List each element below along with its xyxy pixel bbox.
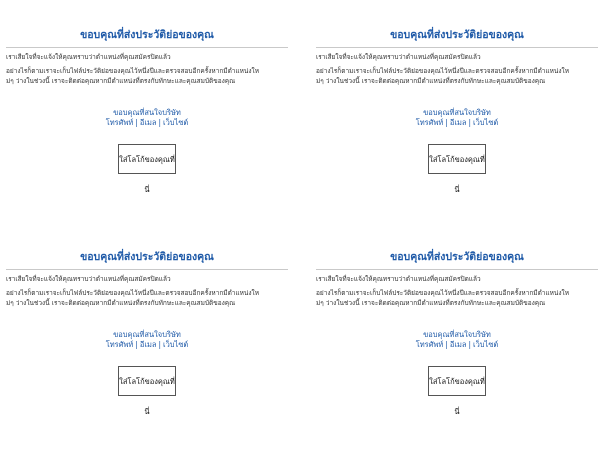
company-footer (316, 330, 598, 350)
email-link[interactable]: อีเมล (139, 118, 157, 127)
logo-area (6, 366, 288, 418)
phone-link[interactable]: โทรศัพท์ (105, 340, 134, 349)
rejection-message: เราเสียใจที่จะแจ้งให้คุณทราบว่าตำแหน่งที่คุณสมัครปิดแล้ว (316, 53, 481, 61)
card-title: ขอบคุณที่ส่งประวัติย่อของคุณ (316, 28, 598, 48)
retention-message-line-1: อย่างไรก็ตามเราจะเก็บไฟล์ประวัติย่อของคุณไว้หนึ่งปีและตรวจสอบอีกครั้งหากมีตำแหน่งให (316, 67, 569, 75)
retention-message-line-1: อย่างไรก็ตามเราจะเก็บไฟล์ประวัติย่อของคุณไว้หนึ่งปีและตรวจสอบอีกครั้งหากมีตำแหน่งให (6, 67, 259, 75)
rejection-card (316, 250, 598, 460)
rejection-message: เราเสียใจที่จะแจ้งให้คุณทราบว่าตำแหน่งที่คุณสมัครปิดแล้ว (316, 275, 481, 283)
website-link[interactable]: เว็บไซต์ (473, 340, 499, 349)
link-separator: | (158, 118, 162, 127)
link-separator: | (135, 118, 138, 127)
website-link[interactable]: เว็บไซต์ (473, 118, 499, 127)
email-link[interactable]: อีเมล (449, 340, 467, 349)
email-link[interactable]: อีเมล (139, 340, 157, 349)
logo-placeholder-button[interactable]: ใส่โลโก้ของคุณที่นี่ (118, 366, 176, 396)
card-title: ขอบคุณที่ส่งประวัติย่อของคุณ (316, 250, 598, 270)
logo-placeholder-button[interactable]: ใส่โลโก้ของคุณที่นี่ (428, 144, 486, 174)
link-separator: | (158, 340, 162, 349)
phone-link[interactable]: โทรศัพท์ (415, 340, 444, 349)
company-thanks: ขอบคุณที่สนใจบริษัท (113, 330, 181, 339)
retention-message-line-2: ม่ๆ ว่างในช่วงนี้ เราจะติดต่อคุณหากมีตำแหน่งที่ตรงกับทักษะและคุณสมบัติของคุณ (316, 299, 546, 307)
card-title: ขอบคุณที่ส่งประวัติย่อของคุณ (6, 28, 288, 48)
company-footer (6, 330, 288, 350)
link-separator: | (445, 118, 448, 127)
email-link[interactable]: อีเมล (449, 118, 467, 127)
logo-area (316, 366, 598, 418)
link-separator: | (445, 340, 448, 349)
retention-message-line-1: อย่างไรก็ตามเราจะเก็บไฟล์ประวัติย่อของคุณไว้หนึ่งปีและตรวจสอบอีกครั้งหากมีตำแหน่งให (316, 289, 569, 297)
company-footer (316, 108, 598, 128)
logo-area (316, 144, 598, 196)
link-separator: | (468, 118, 472, 127)
company-footer (6, 108, 288, 128)
link-separator: | (468, 340, 472, 349)
company-thanks: ขอบคุณที่สนใจบริษัท (423, 108, 491, 117)
retention-message-line-2: ม่ๆ ว่างในช่วงนี้ เราจะติดต่อคุณหากมีตำแหน่งที่ตรงกับทักษะและคุณสมบัติของคุณ (6, 77, 236, 85)
website-link[interactable]: เว็บไซต์ (163, 340, 189, 349)
contact-links (316, 118, 598, 128)
contact-links (6, 340, 288, 350)
rejection-message: เราเสียใจที่จะแจ้งให้คุณทราบว่าตำแหน่งที่คุณสมัครปิดแล้ว (6, 53, 171, 61)
link-separator: | (135, 340, 138, 349)
company-thanks: ขอบคุณที่สนใจบริษัท (113, 108, 181, 117)
website-link[interactable]: เว็บไซต์ (163, 118, 189, 127)
logo-placeholder-button[interactable]: ใส่โลโก้ของคุณที่นี่ (118, 144, 176, 174)
rejection-card (316, 28, 598, 238)
rejection-card (6, 250, 288, 460)
retention-message-line-1: อย่างไรก็ตามเราจะเก็บไฟล์ประวัติย่อของคุณไว้หนึ่งปีและตรวจสอบอีกครั้งหากมีตำแหน่งให (6, 289, 259, 297)
logo-area (6, 144, 288, 196)
logo-placeholder-button[interactable]: ใส่โลโก้ของคุณที่นี่ (428, 366, 486, 396)
card-title: ขอบคุณที่ส่งประวัติย่อของคุณ (6, 250, 288, 270)
contact-links (6, 118, 288, 128)
rejection-message: เราเสียใจที่จะแจ้งให้คุณทราบว่าตำแหน่งที่คุณสมัครปิดแล้ว (6, 275, 171, 283)
rejection-card (6, 28, 288, 238)
company-thanks: ขอบคุณที่สนใจบริษัท (423, 330, 491, 339)
phone-link[interactable]: โทรศัพท์ (415, 118, 444, 127)
retention-message-line-2: ม่ๆ ว่างในช่วงนี้ เราจะติดต่อคุณหากมีตำแหน่งที่ตรงกับทักษะและคุณสมบัติของคุณ (6, 299, 236, 307)
contact-links (316, 340, 598, 350)
retention-message-line-2: ม่ๆ ว่างในช่วงนี้ เราจะติดต่อคุณหากมีตำแหน่งที่ตรงกับทักษะและคุณสมบัติของคุณ (316, 77, 546, 85)
phone-link[interactable]: โทรศัพท์ (105, 118, 134, 127)
